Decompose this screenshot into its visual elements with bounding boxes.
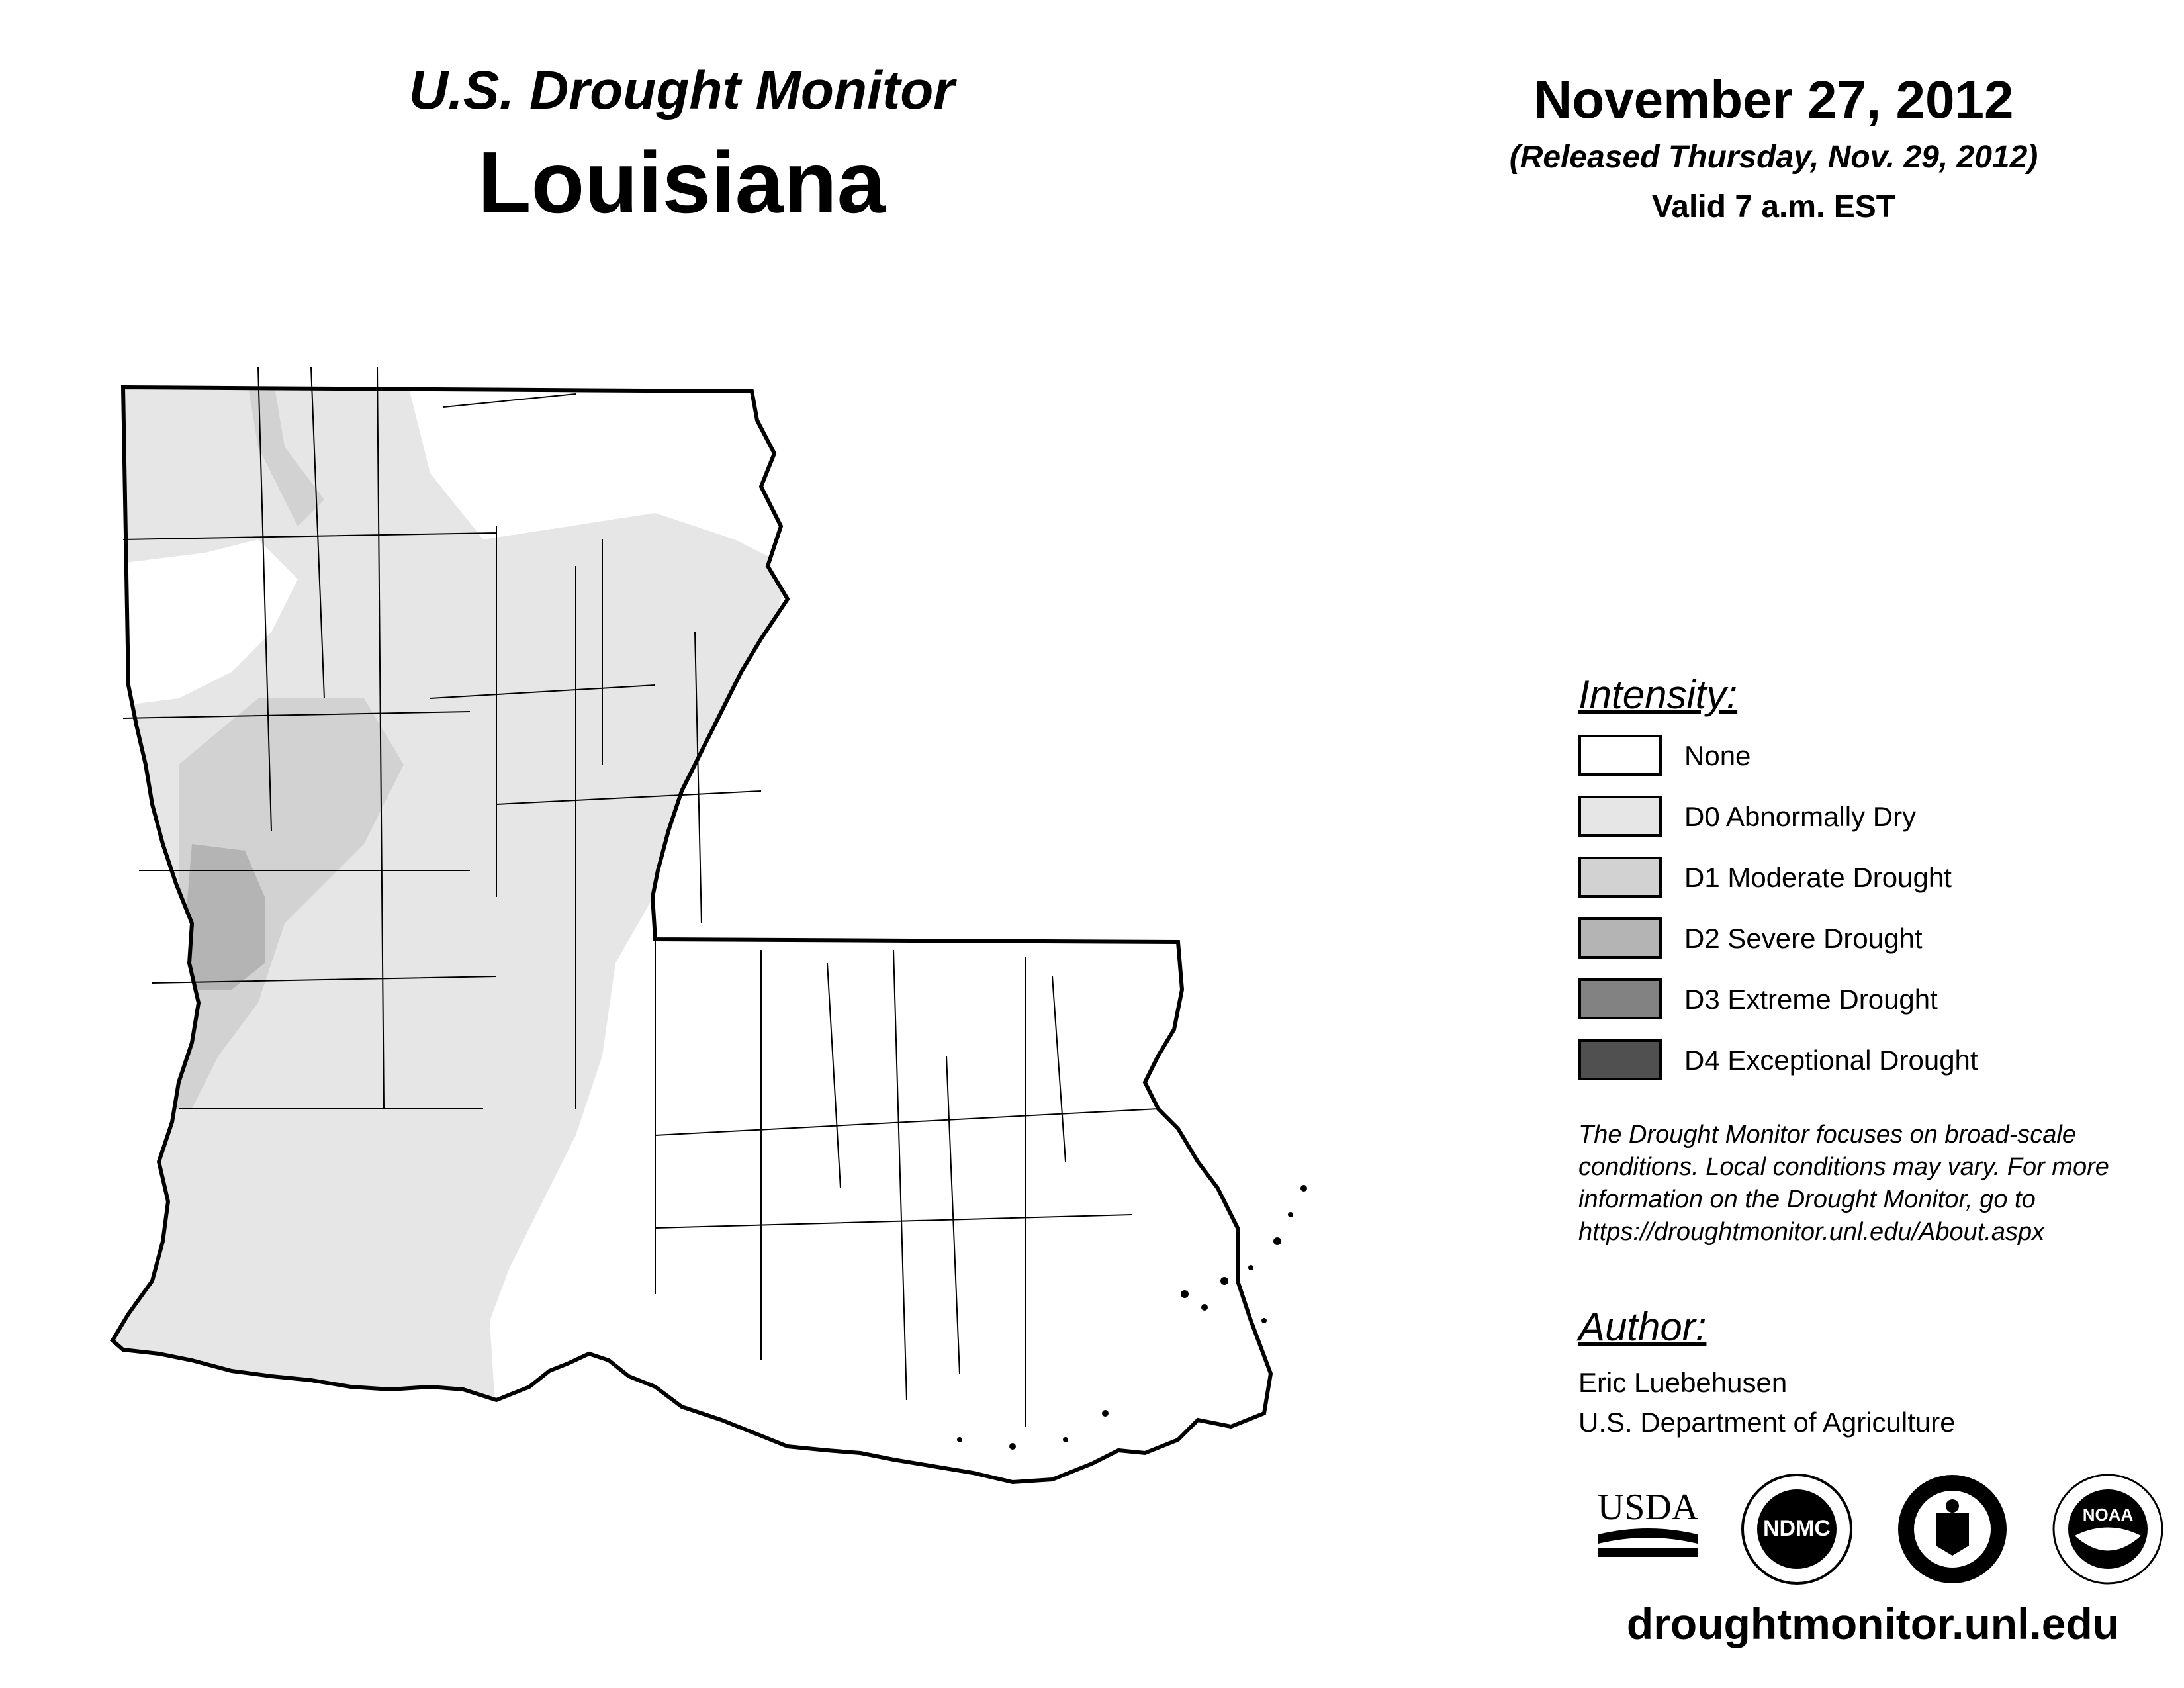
author-organization: U.S. Department of Agriculture: [1578, 1407, 1956, 1438]
website-link[interactable]: droughtmonitor.unl.edu: [1626, 1599, 2120, 1648]
legend-title: Intensity:: [1578, 673, 1738, 717]
coastal-marsh-islands: [957, 1185, 1307, 1450]
valid-time: Valid 7 a.m. EST: [1651, 189, 1896, 224]
svg-text:USDA: USDA: [1597, 1487, 1699, 1528]
usda-logo: [1592, 1483, 1704, 1562]
disclaimer-line: conditions. Local conditions may vary. For more: [1578, 1153, 2109, 1181]
legend-label: None: [1684, 740, 1751, 771]
legend-label: D1 Moderate Drought: [1684, 862, 1952, 893]
legend-swatch: [1578, 735, 1662, 776]
disclaimer-line: information on the Drought Monitor, go to: [1578, 1186, 2036, 1213]
disclaimer-text: [1578, 1119, 2174, 1248]
svg-text:NDMC: NDMC: [1763, 1516, 1831, 1541]
legend-swatch: [1578, 857, 1662, 898]
map-state-title: Louisiana: [477, 134, 886, 231]
legend-label: D4 Exceptional Drought: [1684, 1045, 1978, 1076]
author-heading: Author:: [1578, 1305, 1707, 1349]
legend-swatch: [1578, 1039, 1662, 1080]
legend-label: D2 Severe Drought: [1684, 923, 1923, 954]
disclaimer-link[interactable]: https://droughtmonitor.unl.edu/About.aspx: [1578, 1218, 2045, 1246]
drought-fill-layer: [99, 367, 788, 1427]
noaa-logo: [2052, 1473, 2164, 1585]
legend-label: D3 Extreme Drought: [1684, 984, 1938, 1015]
disclaimer-line: The Drought Monitor focuses on broad-scale: [1578, 1121, 2076, 1149]
release-date: (Released Thursday, Nov. 29, 2012): [1509, 140, 2038, 175]
legend-label: D0 Abnormally Dry: [1684, 801, 1917, 832]
ndmc-logo: [1741, 1473, 1853, 1585]
author-name: Eric Luebehusen: [1578, 1367, 1788, 1398]
legend-swatch: [1578, 978, 1662, 1019]
svg-text:NOAA: NOAA: [2082, 1505, 2134, 1524]
louisiana-drought-map: [99, 367, 1489, 1625]
legend-swatch: [1578, 796, 1662, 837]
map-date: November 27, 2012: [1533, 70, 2014, 129]
legend-swatch: [1578, 917, 1662, 959]
map-product-title: U.S. Drought Monitor: [408, 60, 955, 120]
commerce-seal-logo: [1896, 1473, 2009, 1585]
